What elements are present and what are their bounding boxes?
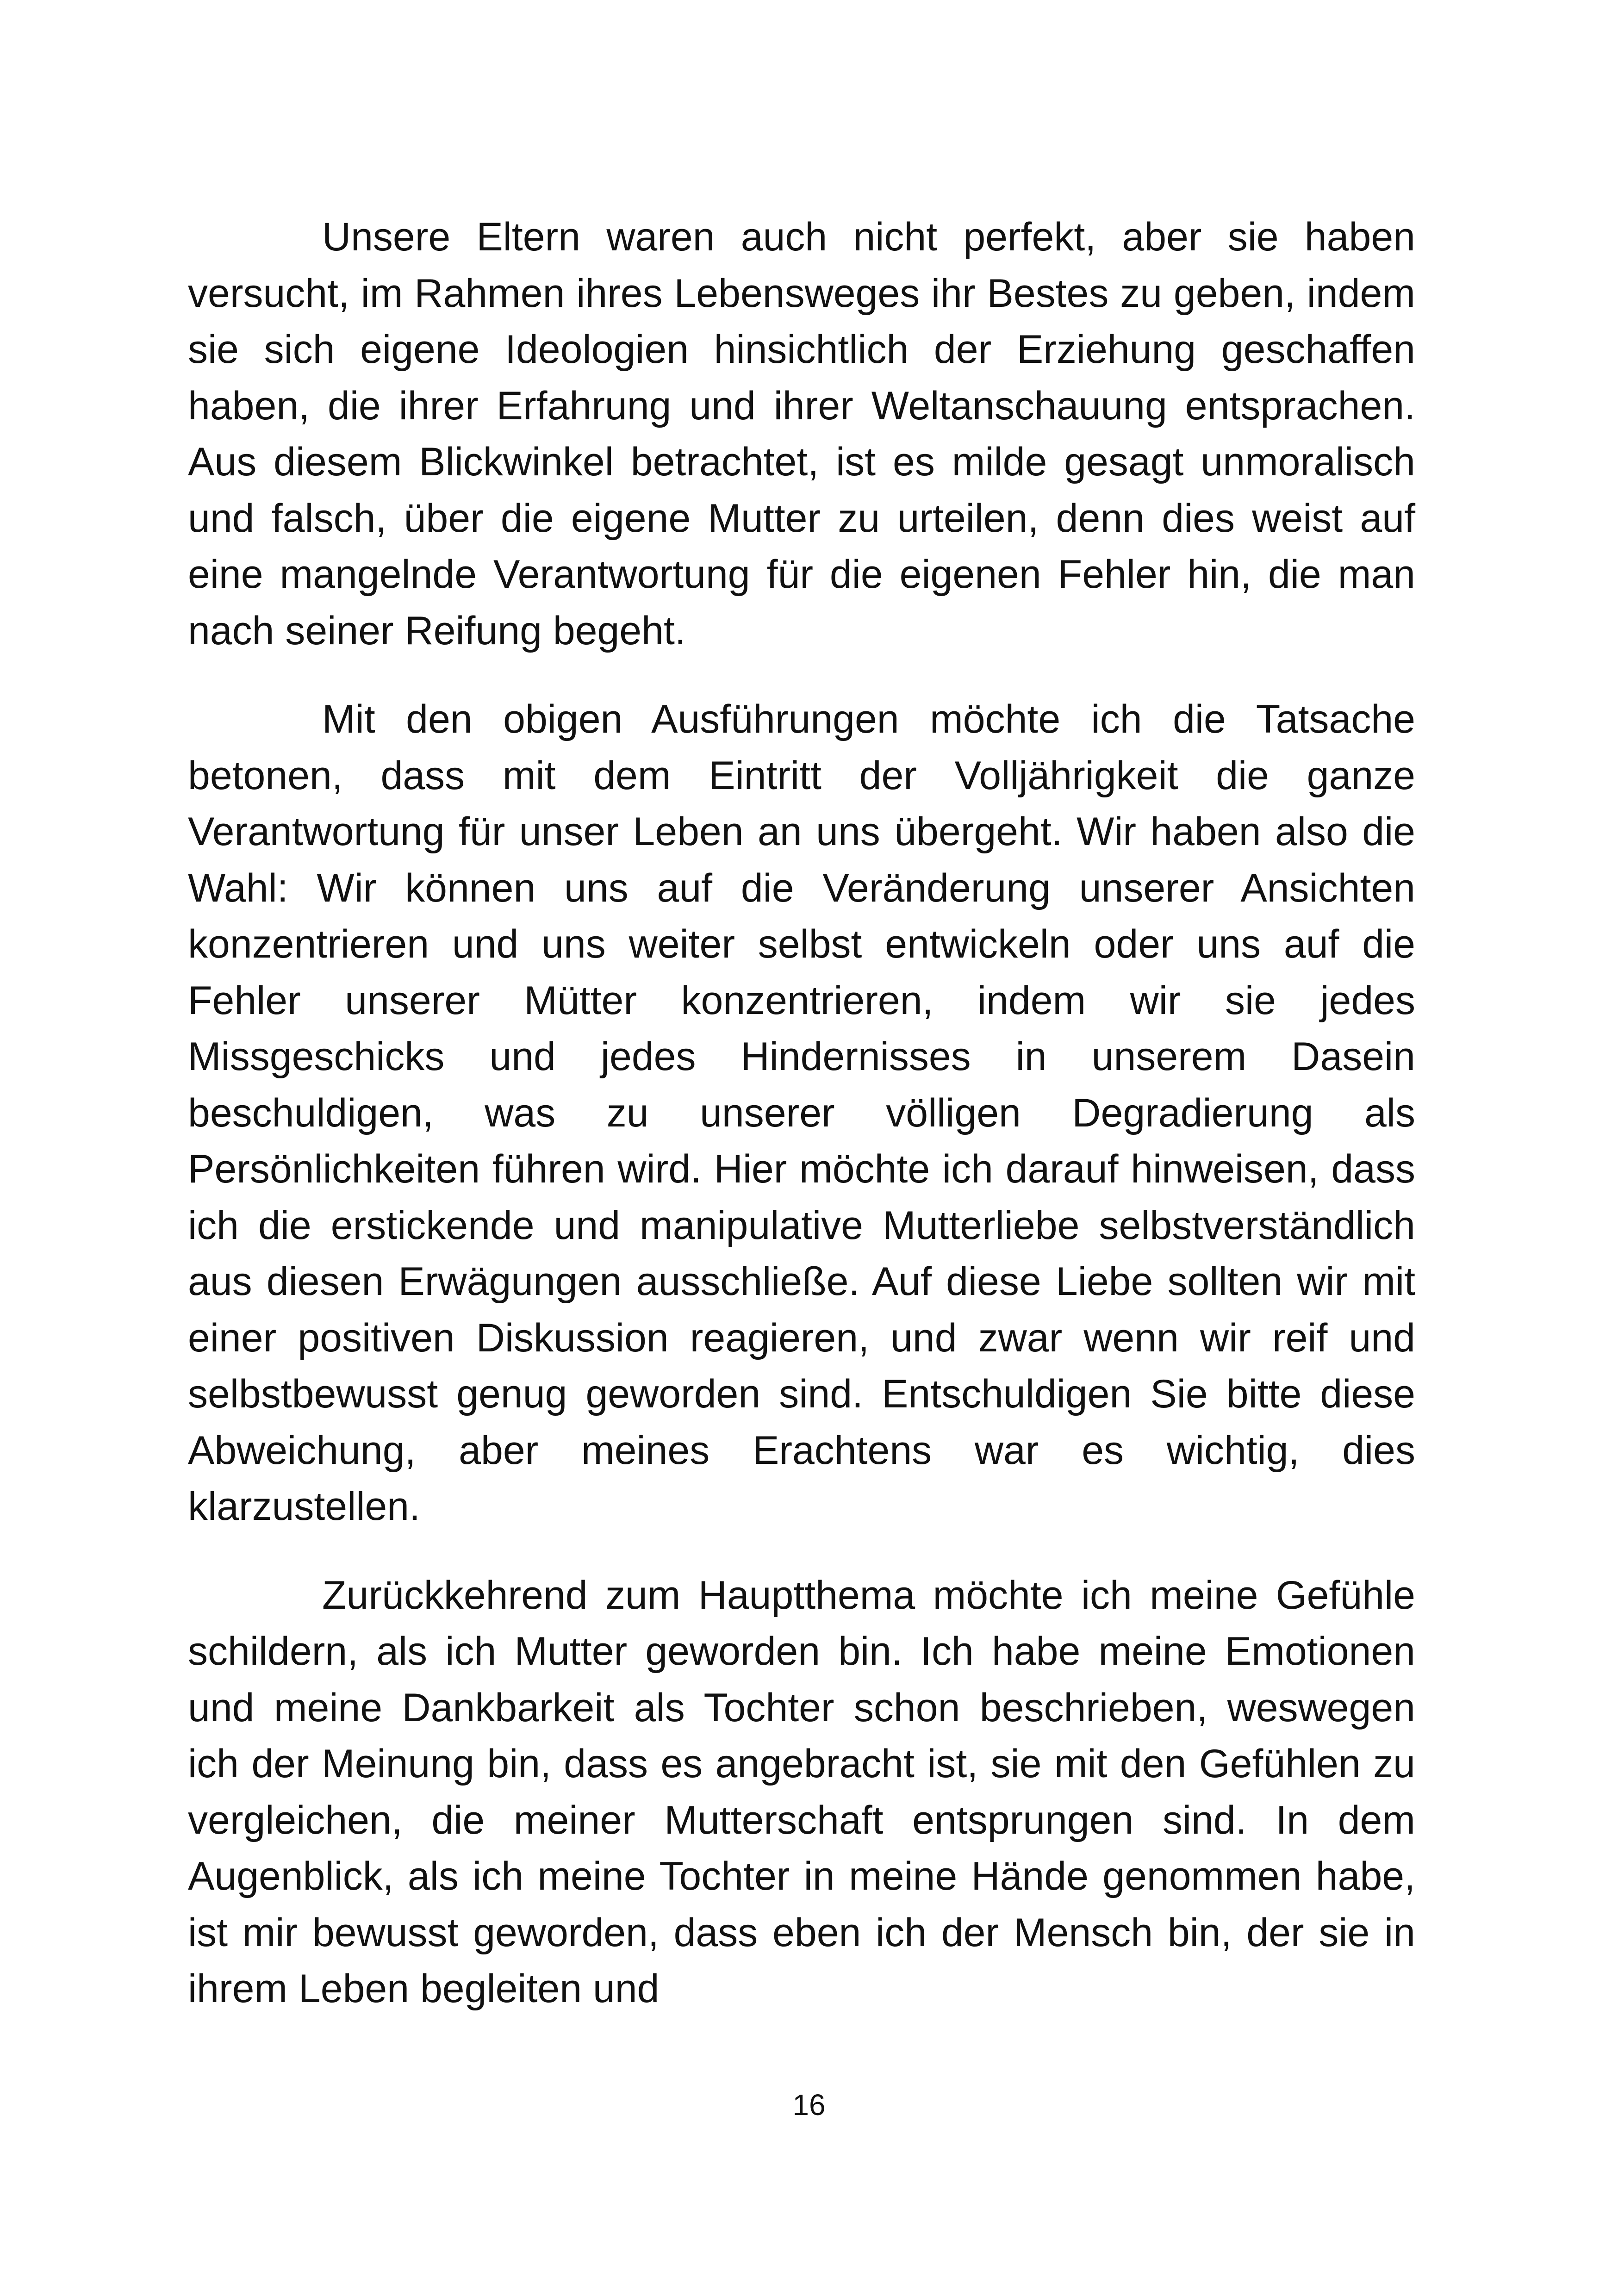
paragraph-3: Zurückkehrend zum Hauptthema möchte ich meine Gefühle schildern, als ich Mutter geworden bin. Ich habe meine Emotionen und meine Dankbarkeit als Tochter schon beschrieben, weswegen ich der Meinung bin, dass es angebracht ist, sie mit den Gefühlen zu vergleichen, die meiner Mutterschaft entsprungen sind. In dem Augenblick, als ich meine Tochter in meine Hände genommen habe, ist mir bewusst geworden, dass eben ich der Mensch bin, der sie in ihrem Leben begleiten und	[188, 1573, 1415, 2011]
paragraph-2: Mit den obigen Ausführungen möchte ich die Tatsache betonen, dass mit dem Eintritt der Volljährigkeit die ganze Verantwortung für unser Leben an uns übergeht. Wir haben also die Wahl: Wir können uns auf die Veränderung unserer Ansichten konzentrieren und uns weiter selbst entwickeln oder uns auf die Fehler unserer Mütter konzentrieren, indem wir sie jedes Missgeschicks und jedes Hindernisses in unserem Dasein beschuldigen, was zu unserer völligen Degradierung als Persönlichkeiten führen wird. Hier möchte ich darauf hinweisen, dass ich die erstickende und manipulative Mutterliebe selbstverständlich aus diesen Erwägungen ausschließe. Auf diese Liebe sollten wir mit einer positiven Diskussion reagieren, und zwar wenn wir reif und selbstbewusst genug geworden sind. Entschuldigen Sie bitte diese Abweichung, aber meines Erachtens war es wichtig, dies klarzustellen.	[188, 697, 1415, 1529]
page-number: 16	[792, 2088, 826, 2122]
body-text	[188, 209, 1415, 2017]
paragraph-1: Unsere Eltern waren auch nicht perfekt, aber sie haben versucht, im Rahmen ihres Lebensweges ihr Bestes zu geben, indem sie sich eigene Ideologien hinsichtlich der Erziehung geschaffen haben, die ihrer Erfahrung und ihrer Weltanschauung entsprachen. Aus diesem Blickwinkel betrachtet, ist es milde gesagt unmoralisch und falsch, über die eigene Mutter zu urteilen, denn dies weist auf eine mangelnde Verantwortung für die eigenen Fehler hin, die man nach seiner Reifung begeht.	[188, 215, 1415, 653]
